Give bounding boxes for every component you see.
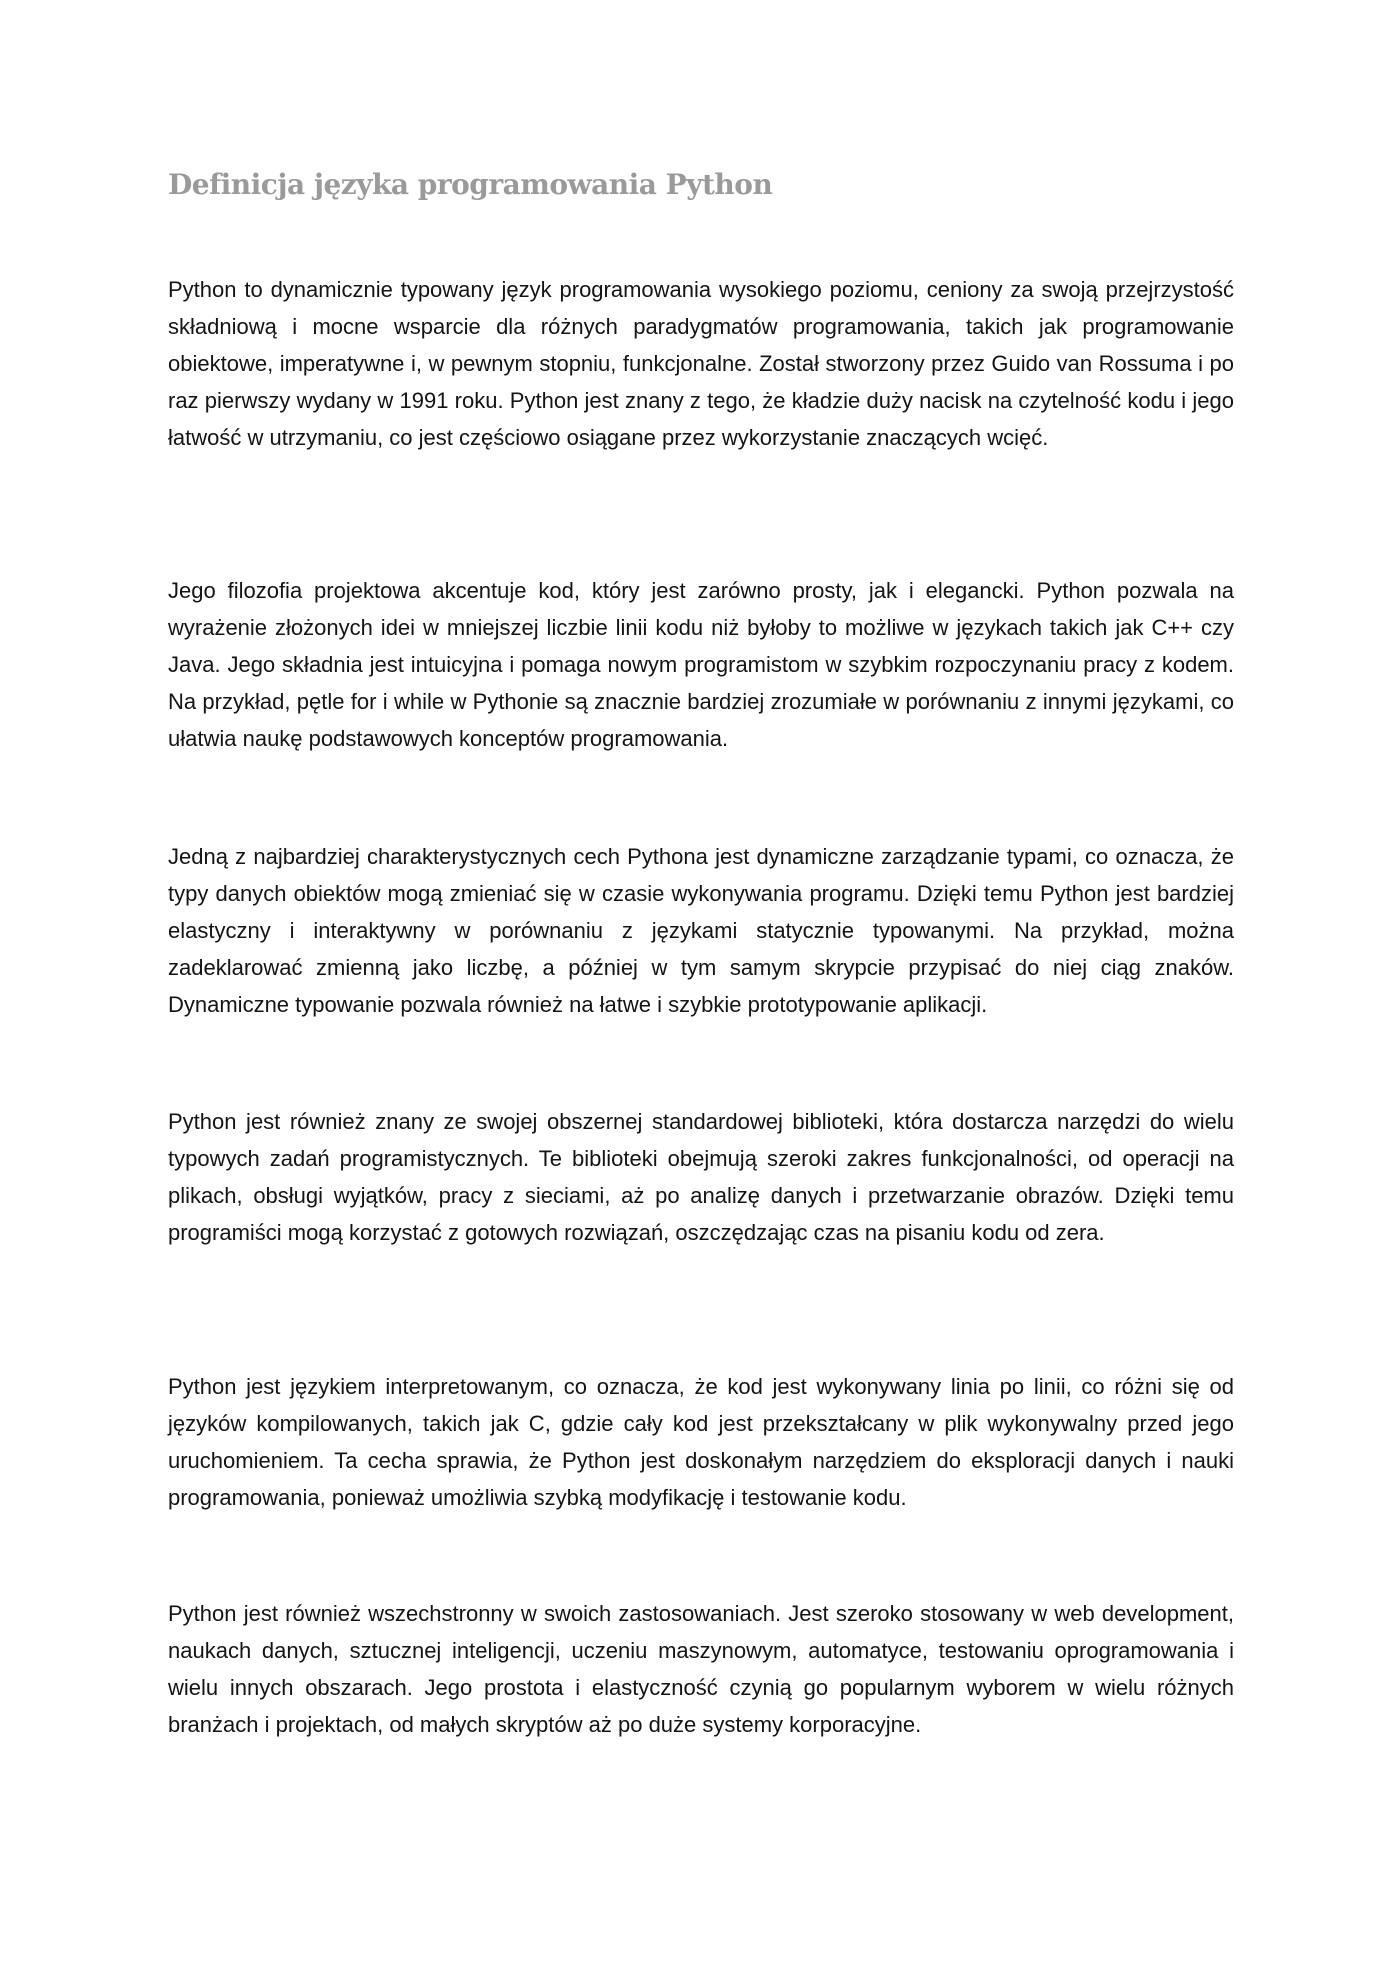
paragraph: Python to dynamicznie typowany język programowania wysokiego poziomu, ceniony za swoją przejrzystość składniową i mocne wsparcie dla różnych paradygmatów programowania, takich jak programowanie obiektowe, imperatywne i, w pewnym stopniu, funkcjonalne. Został stworzony przez Guido van Rossuma i po raz pierwszy wydany w 1991 roku. Python jest znany z tego, że kładzie duży nacisk na czytelność kodu i jego łatwość w utrzymaniu, co jest częściowo osiągane przez wykorzystanie znaczących wcięć. [168, 277, 1234, 450]
paragraph: Python jest językiem interpretowanym, co oznacza, że kod jest wykonywany linia po linii, co różni się od języków kompilowanych, takich jak C, gdzie cały kod jest przekształcany w plik wykonywalny przed jego uruchomieniem. Ta cecha sprawia, że Python jest doskonałym narzędziem do eksploracji danych i nauki programowania, ponieważ umożliwia szybką modyfikację i testowanie kodu. [168, 1374, 1234, 1510]
paragraph: Python jest również wszechstronny w swoich zastosowaniach. Jest szeroko stosowany w web development, naukach danych, sztucznej inteligencji, uczeniu maszynowym, automatyce, testowaniu oprogramowania i wielu innych obszarach. Jego prostota i elastyczność czynią go popularnym wyborem w wielu różnych branżach i projektach, od małych skryptów aż po duże systemy korporacyjne. [168, 1601, 1234, 1737]
paragraph: Jedną z najbardziej charakterystycznych cech Pythona jest dynamiczne zarządzanie typami, co oznacza, że typy danych obiektów mogą zmieniać się w czasie wykonywania programu. Dzięki temu Python jest bardziej elastyczny i interaktywny w porównaniu z językami statycznie typowanymi. Na przykład, można zadeklarować zmienną jako liczbę, a później w tym samym skrypcie przypisać do niej ciąg znaków. Dynamiczne typowanie pozwala również na łatwe i szybkie prototypowanie aplikacji. [168, 844, 1234, 1017]
paragraph: Python jest również znany ze swojej obszernej standardowej biblioteki, która dostarcza narzędzi do wielu typowych zadań programistycznych. Te biblioteki obejmują szeroki zakres funkcjonalności, od operacji na plikach, obsługi wyjątków, pracy z sieciami, aż po analizę danych i przetwarzanie obrazów. Dzięki temu programiści mogą korzystać z gotowych rozwiązań, oszczędzając czas na pisaniu kodu od zera. [168, 1109, 1234, 1245]
paragraph: Jego filozofia projektowa akcentuje kod, który jest zarówno prosty, jak i elegancki. Python pozwala na wyrażenie złożonych idei w mniejszej liczbie linii kodu niż byłoby to możliwe w językach takich jak C++ czy Java. Jego składnia jest intuicyjna i pomaga nowym programistom w szybkim rozpoczynaniu pracy z kodem. Na przykład, pętle for i while w Pythonie są znacznie bardziej zrozumiałe w porównaniu z innymi językami, co ułatwia naukę podstawowych konceptów programowania. [168, 578, 1234, 751]
document-title: Definicja języka programowania Python [168, 168, 773, 201]
